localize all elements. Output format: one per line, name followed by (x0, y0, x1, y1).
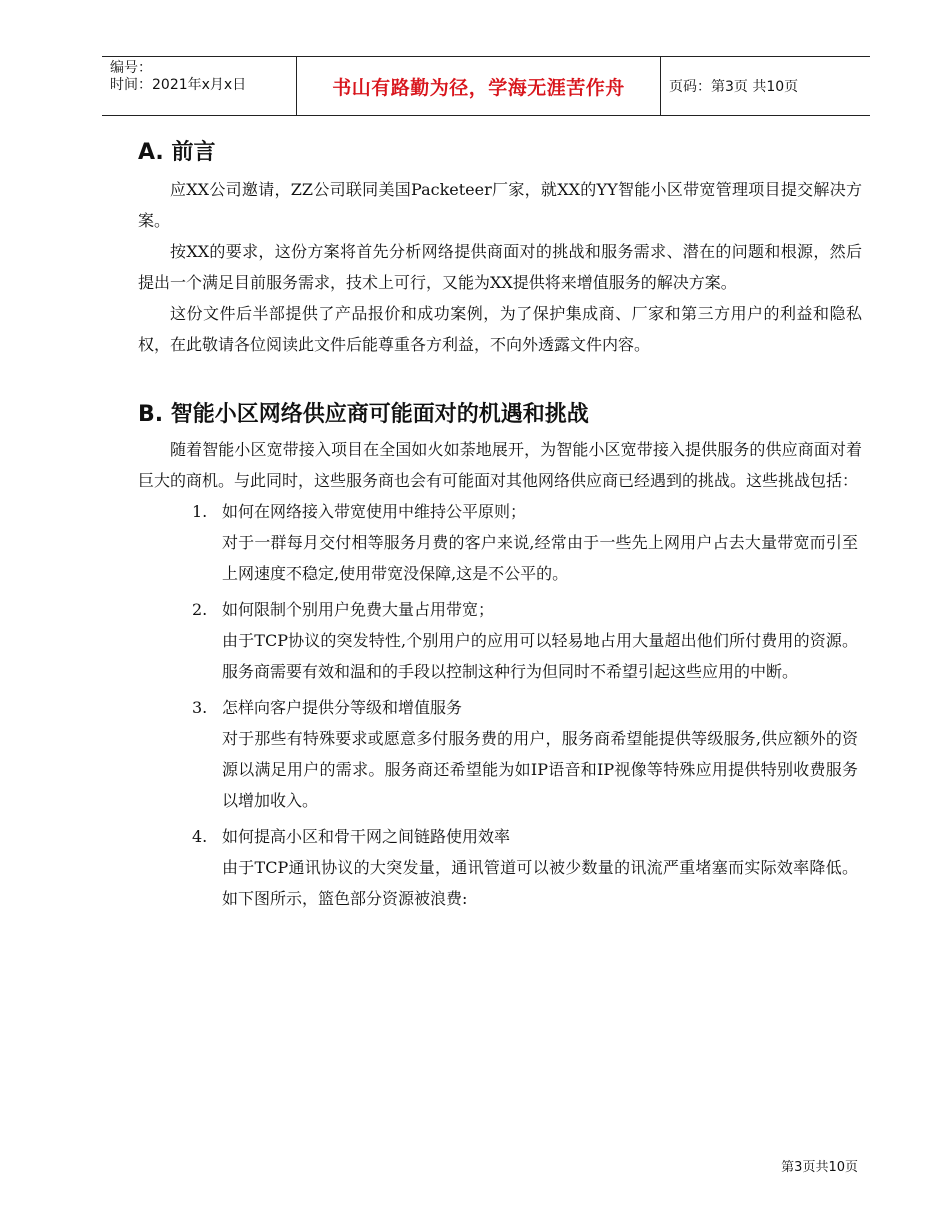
list-item (192, 496, 862, 589)
list-item-number: 1. (192, 502, 208, 521)
section-a-paragraph: 应XX公司邀请，ZZ公司联同美国Packeteer厂家，就XX的YY智能小区带宽管理项目提交解决方案。 (138, 180, 862, 230)
section-a-paragraph: 这份文件后半部提供了产品报价和成功案例，为了保护集成商、厂家和第三方用户的利益和隐私权，在此敬请各位阅读此文件后能尊重各方利益，不向外透露文件内容。 (138, 304, 862, 354)
header-meta (102, 57, 297, 115)
document-header (102, 56, 870, 116)
list-item-description: 对于一群每月交付相等服务月费的客户来说,经常由于一些先上网用户占去大量带宽而引至上网速度不稳定,使用带宽没保障,这是不公平的。 (222, 533, 858, 583)
list-item (192, 594, 862, 687)
list-item-number: 4. (192, 827, 208, 846)
list-item-title: 如何在网络接入带宽使用中维持公平原则； (222, 502, 527, 521)
section-b-title: B. 智能小区网络供应商可能面对的机遇和挑战 (138, 402, 589, 427)
list-item-description: 对于那些有特殊要求或愿意多付服务费的用户，服务商希望能提供等级服务,供应额外的资源以满足用户的需求。服务商还希望能为如IP语音和IP视像等特殊应用提供特别收费服务以增加收入。 (222, 729, 858, 810)
list-item-title: 如何提高小区和骨干网之间链路使用效率 (222, 827, 511, 846)
document-number-label: 编号： (110, 60, 152, 76)
section-a-paragraph: 按XX的要求，这份方案将首先分析网络提供商面对的挑战和服务需求、潜在的问题和根源，然后提出一个满足目前服务需求，技术上可行，又能为XX提供将来增值服务的解决方案。 (138, 242, 862, 292)
document-body (138, 136, 862, 914)
list-item-title: 怎样向客户提供分等级和增值服务 (222, 698, 463, 717)
list-item-number: 2. (192, 600, 208, 619)
list-item-description: 由于TCP协议的突发特性,个别用户的应用可以轻易地占用大量超出他们所付费用的资源。服务商需要有效和温和的手段以控制这种行为但同时不希望引起这些应用的中断。 (222, 631, 858, 681)
list-item-description: 由于TCP通讯协议的大突发量，通讯管道可以被少数量的讯流严重堵塞而实际效率降低。如下图所示，篮色部分资源被浪费: (222, 858, 858, 908)
list-item (192, 821, 862, 914)
header-page-info: 页码：第3页 共10页 (669, 79, 799, 95)
list-item-number: 3. (192, 698, 208, 717)
header-motto: 书山有路勤为径，学海无涯苦作舟 (297, 57, 661, 115)
challenge-list (138, 496, 862, 914)
page-footer: 第3页共10页 (781, 1160, 858, 1175)
document-time-label: 时间：2021年x月x日 (110, 77, 247, 93)
section-a-title: A. 前言 (138, 140, 216, 165)
list-item-title: 如何限制个别用户免费大量占用带宽； (222, 600, 495, 619)
section-b-intro: 随着智能小区宽带接入项目在全国如火如荼地展开，为智能小区宽带接入提供服务的供应商面对着巨大的商机。与此同时，这些服务商也会有可能面对其他网络供应商已经遇到的挑战。这些挑战包括： (138, 440, 862, 490)
list-item (192, 692, 862, 816)
